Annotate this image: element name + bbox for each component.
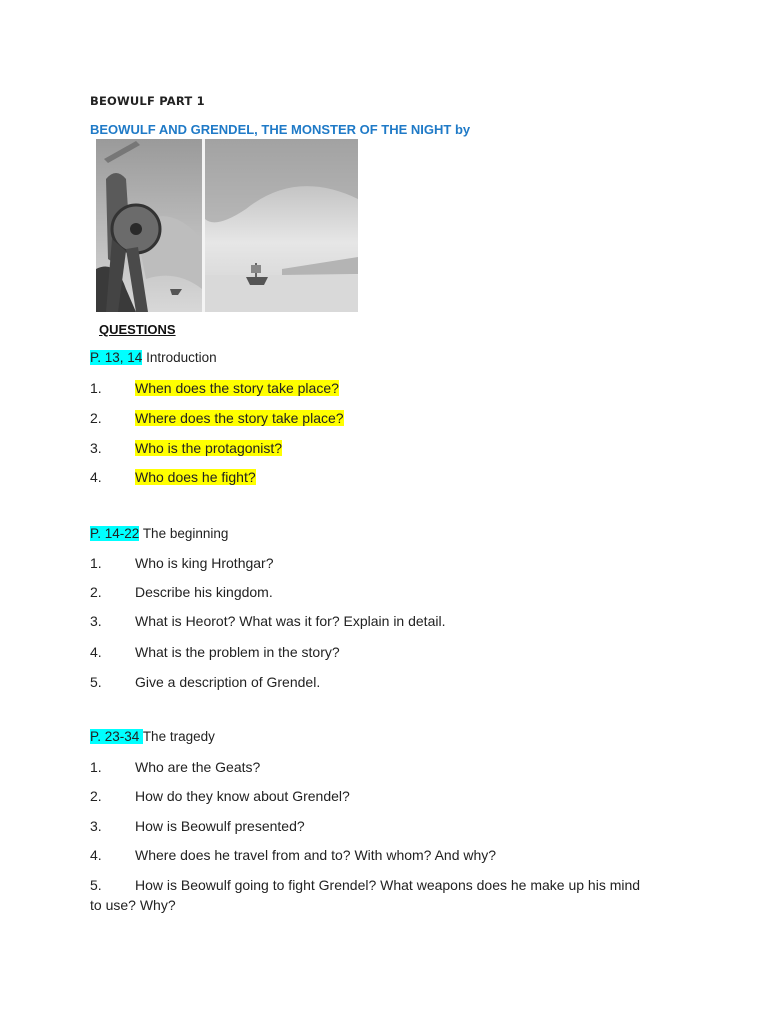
section-name: The tragedy bbox=[142, 729, 215, 744]
page-range: P. 14-22 bbox=[90, 526, 140, 541]
question-item bbox=[90, 845, 670, 865]
question-item bbox=[90, 467, 670, 487]
section-heading-tragedy bbox=[90, 729, 215, 744]
question-text: How is Beowulf presented? bbox=[135, 818, 305, 834]
question-text: When does the story take place? bbox=[135, 380, 339, 396]
question-number: 3. bbox=[90, 440, 102, 456]
question-text: Where does the story take place? bbox=[135, 410, 344, 426]
question-item bbox=[90, 611, 670, 631]
question-number: 4. bbox=[90, 469, 102, 485]
question-item bbox=[90, 553, 670, 573]
page-range: P. 23-34 bbox=[90, 729, 143, 744]
question-number: 2. bbox=[90, 584, 102, 600]
beowulf-illustration bbox=[96, 139, 358, 312]
section-name: The beginning bbox=[142, 526, 229, 541]
question-item bbox=[90, 642, 670, 662]
question-number: 5. bbox=[90, 674, 102, 690]
page-range: P. 13, 14 bbox=[90, 350, 143, 365]
question-item bbox=[90, 408, 670, 428]
question-number: 4. bbox=[90, 847, 102, 863]
question-number: 1. bbox=[90, 555, 102, 571]
question-number: 1. bbox=[90, 380, 102, 396]
question-item bbox=[90, 875, 650, 915]
question-number: 2. bbox=[90, 788, 102, 804]
question-text: How is Beowulf going to fight Grendel? What weapons does he make up his mind to use? Why? bbox=[90, 877, 641, 913]
question-text: What is the problem in the story? bbox=[135, 644, 340, 660]
question-text: Describe his kingdom. bbox=[135, 584, 273, 600]
question-number: 4. bbox=[90, 644, 102, 660]
question-item bbox=[90, 378, 670, 398]
question-text: Who does he fight? bbox=[135, 469, 256, 485]
document-subtitle: BEOWULF AND GRENDEL, THE MONSTER OF THE NIGHT by bbox=[90, 122, 471, 137]
question-text: How do they know about Grendel? bbox=[135, 788, 350, 804]
question-item bbox=[90, 672, 670, 692]
questions-heading: QUESTIONS bbox=[99, 322, 176, 337]
question-item bbox=[90, 757, 670, 777]
section-heading-introduction bbox=[90, 350, 217, 365]
question-item bbox=[90, 438, 670, 458]
question-text: What is Heorot? What was it for? Explain in detail. bbox=[135, 613, 446, 629]
question-text: Where does he travel from and to? With whom? And why? bbox=[135, 847, 497, 863]
question-text: Who is the protagonist? bbox=[135, 440, 283, 456]
section-heading-beginning bbox=[90, 526, 228, 541]
question-item bbox=[90, 786, 670, 806]
document-title: BEOWULF PART 1 bbox=[90, 94, 205, 108]
section-name: Introduction bbox=[146, 350, 217, 365]
question-item bbox=[90, 816, 670, 836]
question-number: 2. bbox=[90, 410, 102, 426]
question-text: Who is king Hrothgar? bbox=[135, 555, 274, 571]
question-number: 5. bbox=[90, 877, 102, 893]
question-number: 1. bbox=[90, 759, 102, 775]
question-item bbox=[90, 582, 670, 602]
question-number: 3. bbox=[90, 613, 102, 629]
question-text: Who are the Geats? bbox=[135, 759, 261, 775]
question-text: Give a description of Grendel. bbox=[135, 674, 321, 690]
question-number: 3. bbox=[90, 818, 102, 834]
